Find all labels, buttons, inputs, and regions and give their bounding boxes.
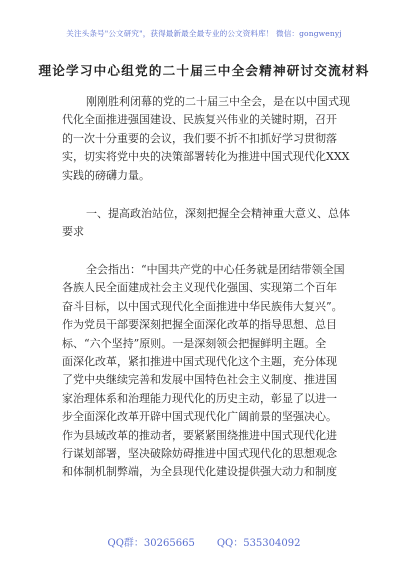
section-heading-1	[62, 205, 352, 242]
qq-number: QQ：535304092	[216, 538, 301, 549]
text-line: 实践的磅礴力量。	[62, 168, 150, 182]
text-line: 行谋划部署，坚决破除妨碍推进中国式现代化的思想观念	[62, 447, 337, 461]
header-banner: 关注头条号"公文研究"，获得最新最全最专业的公文资料库！ 微信：gongwenyj	[66, 29, 342, 38]
text-line: 面深化改革，紧扣推进中国式现代化这个主题，充分体现	[62, 355, 337, 369]
text-line: 和体制机制弊端，为全县现代化建设提供强大动力和制度	[62, 465, 337, 479]
paragraph-section-1-body	[62, 261, 352, 482]
text-line: 家治理体系和治理能力现代化的历史主动，彰显了以进一	[62, 391, 337, 405]
text-line: 各族人民全面建成社会主义现代化强国、实现第二个百年	[62, 281, 337, 295]
text-line: 要求	[62, 225, 84, 239]
text-line: 了党中央继续完善和发展中国特色社会主义制度、推进国	[62, 373, 337, 387]
text-line: 奋斗目标，以中国式现代化全面推进中华民族伟大复兴”。	[62, 299, 343, 313]
footer-contact	[0, 534, 408, 549]
text-line: 步全面深化改革开辟中国式现代化广阔前景的坚强决心。	[62, 410, 337, 424]
paragraph-intro	[62, 93, 352, 185]
text-line: 全会指出：“中国共产党的中心任务就是团结带领全国	[86, 263, 345, 276]
text-line: 一、提高政治站位，深刻把握全会精神重大意义、总体	[86, 207, 350, 220]
text-line: 刚刚胜利闭幕的党的二十届三中全会，是在以中国式现	[86, 95, 350, 108]
text-line: 代化全面推进强国建设、民族复兴伟业的关键时期，召开	[62, 113, 337, 127]
qq-group-number: QQ群：30265665	[107, 538, 195, 549]
text-line: 作为党员干部要深刻把握全面深化改革的指导思想、总目	[62, 318, 337, 332]
text-line: 标、“六个坚持”原则。一是深刻领会把握鲜明主题。全	[62, 336, 327, 350]
text-line: 作为县域改革的推动者，要紧紧围绕推进中国式现代化进	[62, 428, 337, 442]
text-line: 的一次十分重要的会议，我们要不折不扣抓好学习贯彻落	[62, 131, 337, 145]
text-line: 实，切实将党中央的决策部署转化为推进中国式现代化XXX	[62, 150, 350, 164]
document-title: 理论学习中心组党的二十届三中全会精神研讨交流材料	[38, 63, 370, 78]
